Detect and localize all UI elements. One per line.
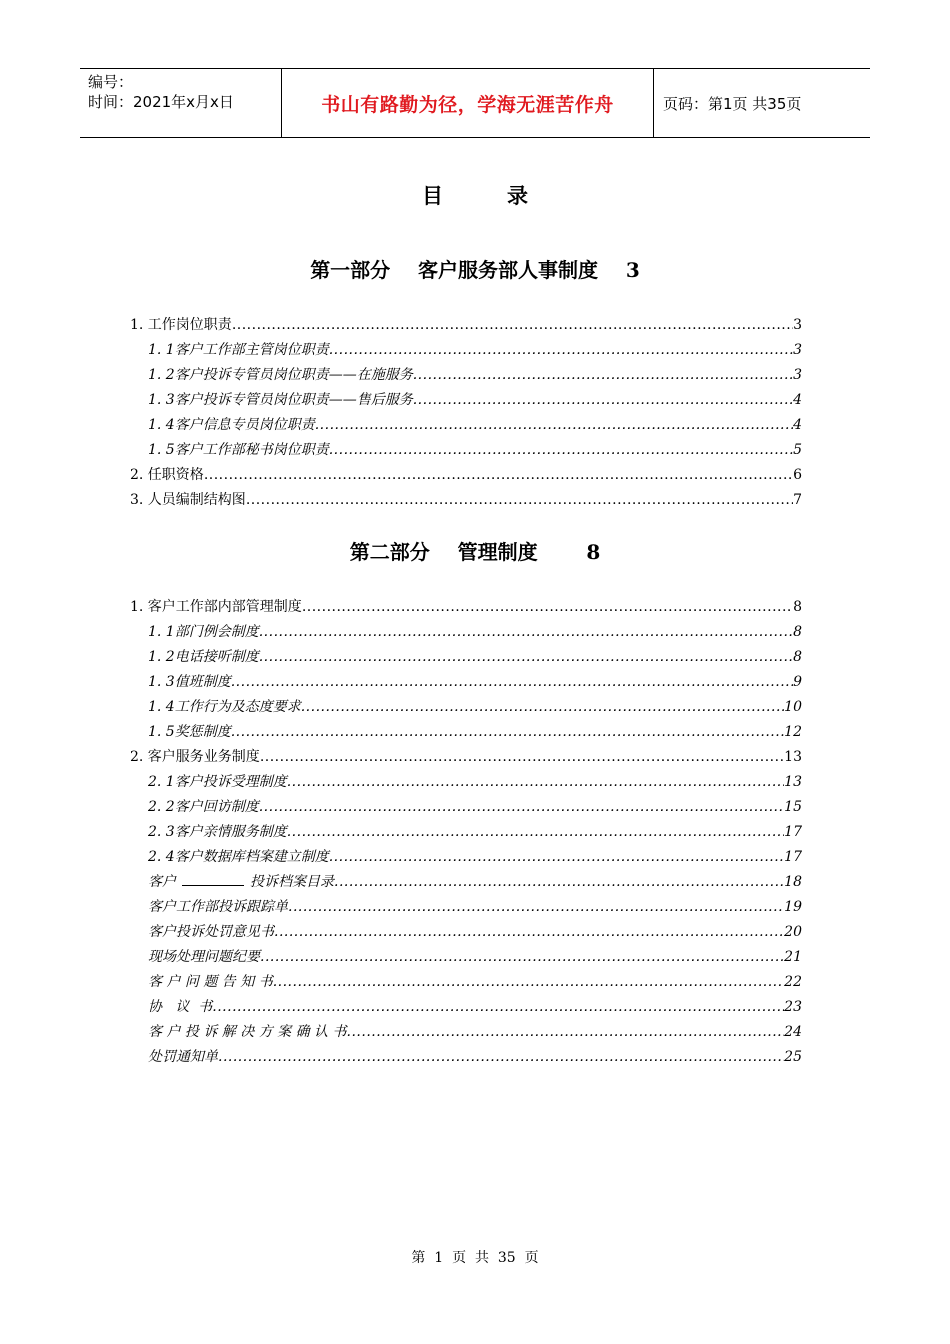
serial-number-label: 编号：: [88, 73, 134, 91]
dot-leader: [413, 388, 793, 413]
toc-page-number: 15: [784, 799, 802, 815]
toc-page-number: 12: [784, 724, 802, 740]
dot-leader: [231, 670, 793, 695]
toc-entry[interactable]: [130, 1020, 802, 1045]
header-meta-cell: [80, 69, 282, 137]
toc-entry-title-suffix: 投诉档案目录: [250, 874, 334, 890]
dot-leader: [246, 488, 793, 513]
page-footer: 第 1 页 共 35 页: [411, 1250, 539, 1266]
toc-page-number: 8: [793, 599, 802, 615]
toc-page-number: 3: [793, 342, 802, 358]
dot-leader: [347, 1020, 785, 1045]
document-header: [80, 68, 870, 138]
toc-page-number: 3: [793, 367, 802, 383]
toc-entry-title: 客户投诉处罚意见书: [148, 924, 274, 940]
toc-entry-title: 1. 1客户工作部主管岗位职责: [148, 342, 329, 358]
toc-page-number: 10: [784, 699, 802, 715]
toc-entry-title: 处罚通知单: [148, 1049, 218, 1065]
toc-entry[interactable]: [130, 413, 802, 438]
toc-entry[interactable]: [130, 945, 802, 970]
toc-entry-title: 客户工作部投诉跟踪单: [148, 899, 288, 915]
dot-leader: [231, 720, 784, 745]
toc-page-number: 8: [793, 624, 802, 640]
toc-entry-title: 2. 3客户亲情服务制度: [148, 824, 287, 840]
toc-entry-title: 1. 4客户信息专员岗位职责: [148, 417, 315, 433]
toc-page-number: 19: [784, 899, 802, 915]
toc-entry-title: 1. 4工作行为及态度要求: [148, 699, 301, 715]
toc-entry[interactable]: [130, 870, 802, 895]
toc-entry[interactable]: [130, 695, 802, 720]
dot-leader: [413, 363, 793, 388]
dot-leader: [204, 463, 793, 488]
toc-page-number: 24: [784, 1024, 802, 1040]
dot-leader: [288, 895, 784, 920]
toc-entry-title: 2. 2客户回访制度: [148, 799, 259, 815]
toc-entry-title: 客户: [148, 874, 176, 890]
toc-entry-title: 2. 4客户数据库档案建立制度: [148, 849, 329, 865]
part-one-toc: [130, 313, 802, 513]
dot-leader: [301, 695, 784, 720]
toc-page-number: 22: [784, 974, 802, 990]
dot-leader: [260, 745, 784, 770]
toc-entry-title: 1. 工作岗位职责: [130, 317, 232, 333]
dot-leader: [329, 438, 793, 463]
toc-entry-title: 3. 人员编制结构图: [130, 492, 246, 508]
toc-entry[interactable]: [130, 920, 802, 945]
toc-entry[interactable]: [130, 670, 802, 695]
toc-page-number: 6: [793, 467, 802, 483]
dot-leader: [218, 1045, 784, 1070]
toc-entry[interactable]: [130, 845, 802, 870]
toc-entry-title: 现场处理问题纪要: [148, 949, 260, 965]
toc-entry[interactable]: [130, 438, 802, 463]
toc-entry[interactable]: [130, 770, 802, 795]
dot-leader: [287, 770, 784, 795]
toc-entry-title: 2. 任职资格: [130, 467, 204, 483]
dot-leader: [212, 995, 784, 1020]
toc-page-number: 7: [793, 492, 802, 508]
toc-entry[interactable]: [130, 970, 802, 995]
toc-entry[interactable]: [130, 595, 802, 620]
toc-page-number: 8: [793, 649, 802, 665]
dot-leader: [274, 920, 784, 945]
blank-underline: [182, 871, 244, 886]
toc-entry-title: 1. 5奖惩制度: [148, 724, 231, 740]
toc-entry[interactable]: [130, 720, 802, 745]
toc-entry-title: 2. 1客户投诉受理制度: [148, 774, 287, 790]
toc-entry-title: 1. 2客户投诉专管员岗位职责——在施服务: [148, 367, 413, 383]
toc-entry-title: 客 户 投 诉 解 决 方 案 确 认 书: [148, 1024, 347, 1040]
toc-page-number: 23: [784, 999, 802, 1015]
date-label: 时间：2021年x月x日: [88, 93, 234, 111]
toc-entry-title: 2. 客户服务业务制度: [130, 749, 260, 765]
toc-entry[interactable]: [130, 620, 802, 645]
toc-title: 目录: [422, 183, 592, 208]
toc-page-number: 20: [784, 924, 802, 940]
toc-entry-title: 1. 3值班制度: [148, 674, 231, 690]
toc-page-number: 3: [793, 317, 802, 333]
toc-entry[interactable]: [130, 313, 802, 338]
toc-entry[interactable]: [130, 463, 802, 488]
dot-leader: [259, 645, 793, 670]
toc-entry[interactable]: [130, 995, 802, 1020]
toc-page-number: 25: [784, 1049, 802, 1065]
toc-entry[interactable]: [130, 820, 802, 845]
toc-page-number: 13: [784, 774, 802, 790]
toc-entry-title: 1. 3客户投诉专管员岗位职责——售后服务: [148, 392, 413, 408]
dot-leader: [334, 870, 784, 895]
dot-leader: [329, 845, 784, 870]
toc-entry[interactable]: [130, 895, 802, 920]
part-one-heading: 第一部分 客户服务部人事制度 3: [310, 258, 640, 282]
header-page-info: 页码：第1页 共35页: [663, 94, 802, 113]
toc-entry[interactable]: [130, 795, 802, 820]
part-two-heading: 第二部分 管理制度 8: [349, 540, 601, 564]
toc-page-number: 5: [793, 442, 802, 458]
header-motto: 书山有路勤为径，学海无涯苦作舟: [282, 69, 654, 137]
toc-entry-title: 协 议 书: [148, 999, 213, 1015]
toc-page-number: 17: [784, 849, 802, 865]
toc-page-number: 4: [793, 417, 802, 433]
toc-page-number: 18: [784, 874, 802, 890]
dot-leader: [260, 945, 784, 970]
toc-entry[interactable]: [130, 745, 802, 770]
toc-page-number: 9: [793, 674, 802, 690]
dot-leader: [232, 313, 793, 338]
part-two-toc: [130, 595, 802, 1070]
dot-leader: [259, 620, 793, 645]
toc-entry-title: 1. 客户工作部内部管理制度: [130, 599, 302, 615]
dot-leader: [273, 970, 784, 995]
toc-entry-title: 1. 2电话接听制度: [148, 649, 259, 665]
toc-entry[interactable]: [130, 363, 802, 388]
dot-leader: [259, 795, 784, 820]
toc-page-number: 21: [784, 949, 802, 965]
toc-entry[interactable]: [130, 1045, 802, 1070]
toc-page-number: 13: [784, 749, 802, 765]
toc-entry[interactable]: [130, 645, 802, 670]
toc-entry-title: 客 户 问 题 告 知 书: [148, 974, 273, 990]
toc-page-number: 17: [784, 824, 802, 840]
toc-entry[interactable]: [130, 338, 802, 363]
toc-entry[interactable]: [130, 488, 802, 513]
toc-entry-title: 1. 1部门例会制度: [148, 624, 259, 640]
toc-entry-title: 1. 5客户工作部秘书岗位职责: [148, 442, 329, 458]
dot-leader: [315, 413, 793, 438]
dot-leader: [302, 595, 793, 620]
toc-page-number: 4: [793, 392, 802, 408]
toc-entry[interactable]: [130, 388, 802, 413]
dot-leader: [287, 820, 784, 845]
dot-leader: [329, 338, 793, 363]
